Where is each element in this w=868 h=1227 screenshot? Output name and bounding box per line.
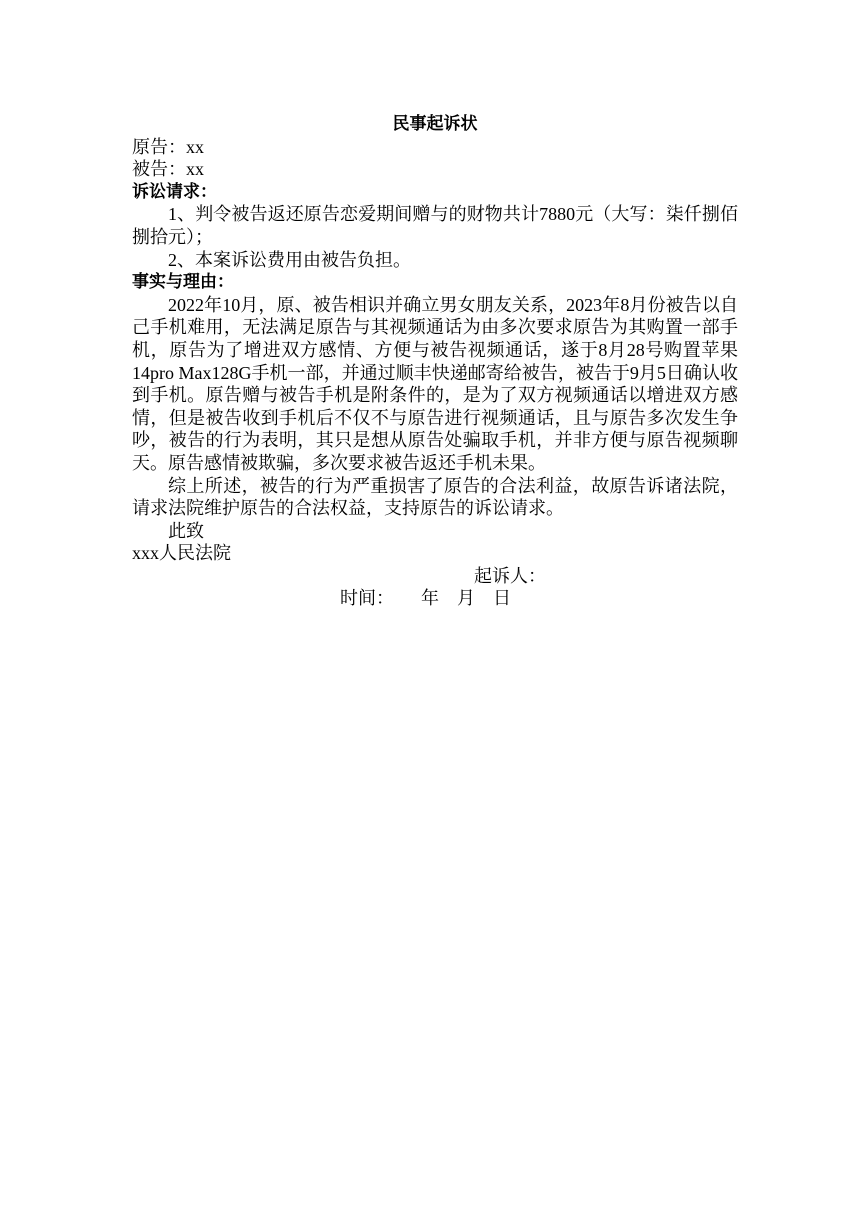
closing-salutation: 此致 xyxy=(168,520,204,541)
conclusion-paragraph: 综上所述，被告的行为严重损害了原告的合法利益，故原告诉诸法院，请求法院维护原告的合法权益，支持原告的诉讼请求。 xyxy=(132,475,738,519)
defendant-line: 被告：xx xyxy=(132,159,204,180)
claim-item-2: 2、本案诉讼费用由被告负担。 xyxy=(168,249,411,270)
document-body xyxy=(132,113,738,610)
claims-heading: 诉讼请求： xyxy=(132,181,217,202)
plaintiff-signature: 起诉人： xyxy=(474,565,546,586)
facts-paragraph: 2022年10月，原、被告相识并确立男女朋友关系，2023年8月份被告以自己手机难用，无法满足原告与其视频通话为由多次要求原告为其购置一部手机，原告为了增进双方感情、方便与被告视频通话，遂于8月28号购置苹果14pro Max128G手机一部，并通过顺丰快递邮寄给被告，被告于9月5日确认收到手机。原告赠与被告手机是附条件的，是为了双方视频通话以增进双方感情，但是被告收到手机后不仅不与原告进行视频通话，且与原告多次发生争吵，被告的行为表明，其只是想从原告处骗取手机，并非方便与原告视频聊天。原告感情被欺骗，多次要求被告返还手机未果。 xyxy=(132,294,738,473)
facts-heading: 事实与理由： xyxy=(132,272,234,293)
plaintiff-line: 原告：xx xyxy=(132,136,204,157)
claim-item-1: 1、判令被告返还原告恋爱期间赠与的财物共计7880元（大写：柒仟捌佰捌拾元）； xyxy=(132,204,738,247)
filing-date: 时间： 年 月 日 xyxy=(340,588,511,609)
document-title: 民事起诉状 xyxy=(392,114,478,134)
court-name: xxx人民法院 xyxy=(132,543,231,564)
